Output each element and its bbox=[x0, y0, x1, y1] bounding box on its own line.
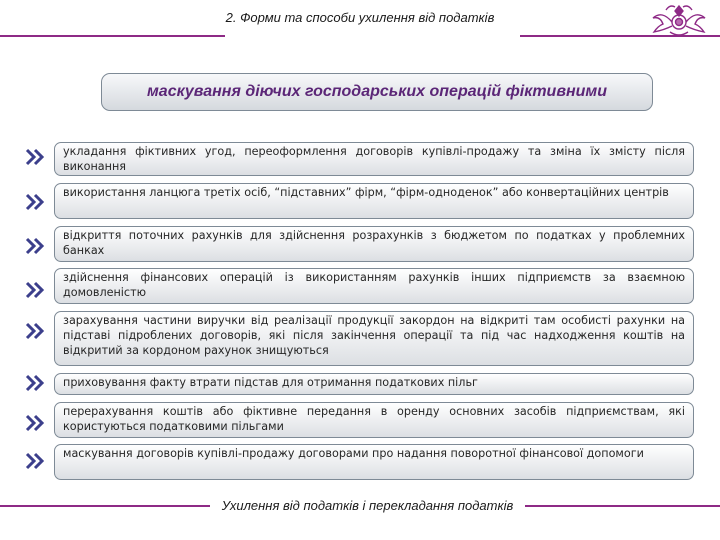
footer-title: Ухилення від податків і перекладання податків bbox=[221, 498, 514, 513]
list-item: здійснення фінансових операцій із використанням рахунків інших підприємств за взаємною домовленістю bbox=[54, 268, 694, 304]
footer-divider-right bbox=[525, 505, 720, 507]
double-chevron-right-icon bbox=[24, 148, 46, 166]
double-chevron-right-icon bbox=[24, 322, 46, 340]
list-item: відкриття поточних рахунків для здійснення розрахунків з бюджетом по податках у проблемних банках bbox=[54, 226, 694, 262]
banner-title: маскування діючих господарських операцій фіктивними bbox=[146, 83, 608, 100]
double-chevron-right-icon bbox=[24, 281, 46, 299]
main-heading-banner bbox=[101, 73, 653, 111]
header-divider-left bbox=[0, 35, 225, 37]
double-chevron-right-icon bbox=[24, 374, 46, 392]
list-item: зарахування частини виручки від реалізації продукції закордон на відкриті там особисті рахунки на підставі підроблених договорів, які після закінчення операції та під час надходження коштів на відкритий за кордоном рахунок знищуються bbox=[54, 311, 694, 366]
list-item: перерахування коштів або фіктивне передання в оренду основних засобів підприємствам, які користуються податковими пільгами bbox=[54, 402, 694, 438]
list-item: використання ланцюга третіх осіб, “підставних” фірм, “фірм-одноденок” або конвертаційних центрів bbox=[54, 183, 694, 219]
list-item: маскування договорів купівлі-продажу договорами про надання поворотної фінансової допомоги bbox=[54, 444, 694, 480]
list-item: укладання фіктивних угод, переоформлення договорів купівлі-продажу та зміна їх змісту після виконання bbox=[54, 142, 694, 176]
list-item: приховування факту втрати підстав для отримання податкових пільг bbox=[54, 373, 694, 395]
double-chevron-right-icon bbox=[24, 452, 46, 470]
double-chevron-right-icon bbox=[24, 237, 46, 255]
footer-divider-left bbox=[0, 505, 210, 507]
double-chevron-right-icon bbox=[24, 193, 46, 211]
page-title: 2. Форми та способи ухилення від податків bbox=[225, 10, 495, 25]
double-chevron-right-icon bbox=[24, 414, 46, 432]
university-crest-icon bbox=[648, 2, 710, 38]
